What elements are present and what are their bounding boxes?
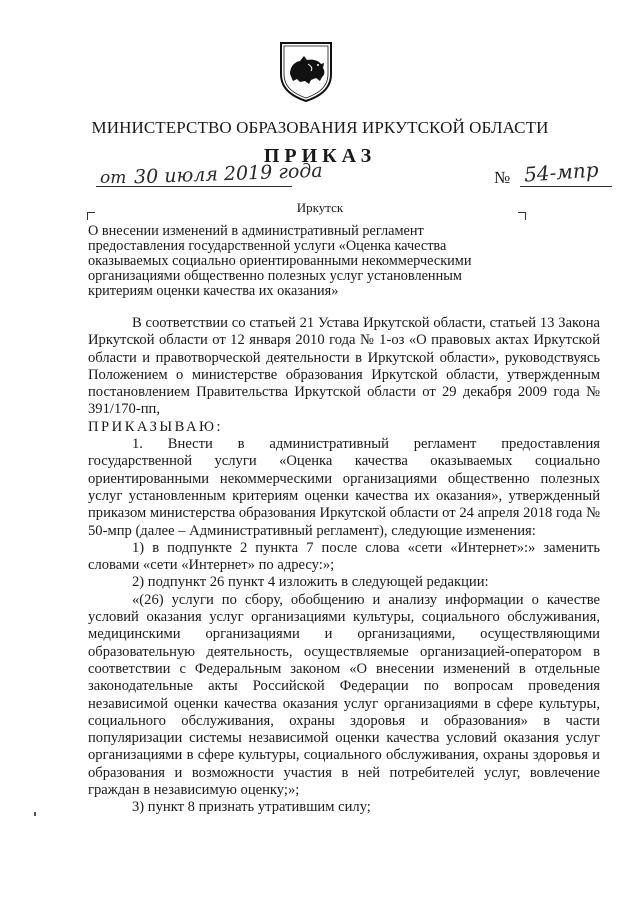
- document-type: ПРИКАЗ: [263, 145, 377, 167]
- document-subject: О внесении изменений в административный регламент предоставления государственной услуги «Оценка качества оказываемых социально ориентированными некоммерческими организациями общественно полезных услуг установленным критериям оценки качества их оказания»: [88, 223, 472, 299]
- subitem-2-paragraph: 2) подпункт 26 пункт 4 изложить в следующей редакции:: [132, 574, 489, 591]
- order-word: ПРИКАЗЫВАЮ:: [88, 418, 224, 435]
- subitem-1-paragraph: 1) в подпункте 2 пункта 7 после слова «сети «Интернет»:» заменить словами «сети «Интернет» по адресу:»;: [88, 539, 600, 574]
- number-prefix: №: [494, 168, 511, 187]
- number-underline: [520, 186, 612, 187]
- item-1-paragraph: 1. Внести в административный регламент предоставления государственной услуги «Оценка качества оказываемых социально ориентированными некоммерческими организациями общественно полезных услуг установленным критериям оценки качества их оказания», утвержденный приказом министерства образования Иркутской области от 24 апреля 2018 года № 50-мпр (далее – Административный регламент), следующие изменения:: [88, 436, 600, 539]
- date-handwritten: 30 июля 2019 года: [133, 159, 324, 189]
- subject-corner-right: [518, 212, 526, 220]
- document-body: [88, 315, 600, 817]
- subitem-3-paragraph: 3) пункт 8 признать утратившим силу;: [132, 799, 371, 816]
- ministry-name: МИНИСТЕРСТВО ОБРАЗОВАНИЯ ИРКУТСКОЙ ОБЛАСТИ: [91, 118, 549, 137]
- coat-of-arms-icon: [278, 40, 334, 102]
- preamble-paragraph: В соответствии со статьей 21 Устава Иркутской области, статьей 13 Закона Иркутской области от 12 января 2010 года № 1-оз «О правовых актах Иркутской области и правотворческой деятельности в Иркутской области», руководствуясь Положением о министерстве образования Иркутской области, утвержденным постановлением Правительства Иркутской области от 29 декабря 2009 года № 391/170-пп,: [88, 315, 600, 418]
- margin-mark: [34, 812, 36, 816]
- date-underline: [96, 186, 292, 187]
- city-name: Иркутск: [296, 200, 344, 215]
- quoted-amendment-paragraph: «(26) услуги по сбору, обобщению и анализу информации о качестве условий оказания услуг организациями культуры, социального обслуживания, медицинскими организациями и организациями, осуществляющими образовательную деятельность, осуществляемые организацией-оператором в соответствии с Федеральным законом «О внесении изменений в отдельные законодательные акты Российской Федерации по вопросам проведения независимой оценки качества оказания услуг организациями в сфере культуры, социального обслуживания, охраны здоровья и образования» в части популяризации системы независимой оценки качества условий оказания услуг организациями в сфере культуры, социального обслуживания, охраны здоровья и образования и возможности участия в ней потребителей услуг, вовлечение граждан в независимую оценку;»;: [88, 591, 600, 799]
- number-handwritten: 54-мпр: [523, 157, 600, 187]
- subject-corner-left: [87, 212, 95, 220]
- date-prefix: от: [100, 168, 127, 188]
